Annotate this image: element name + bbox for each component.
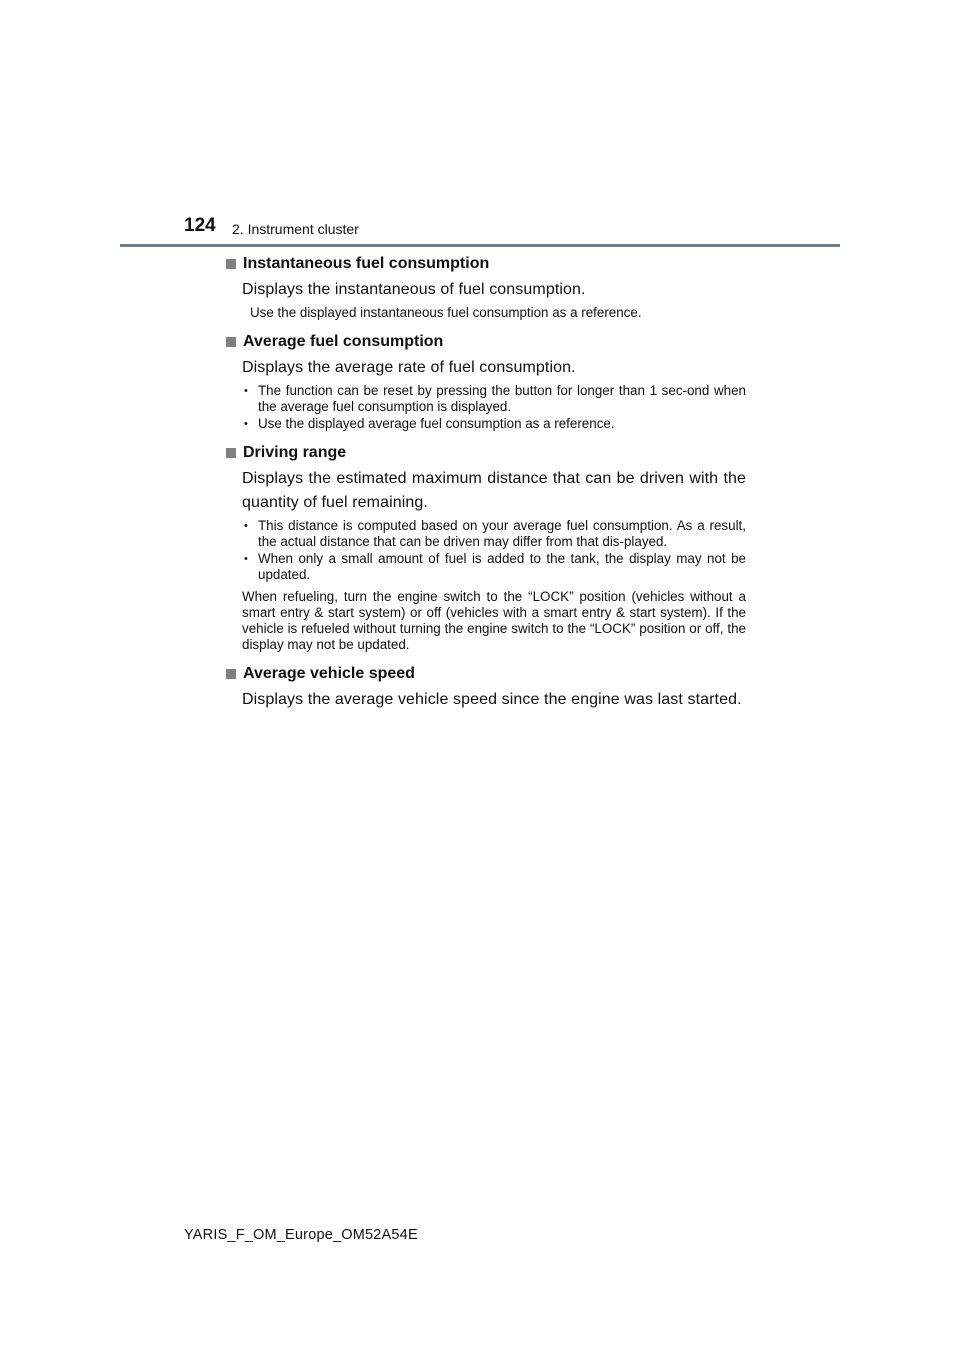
item-description: Displays the estimated maximum distance that can be driven with the quantity of fuel remaining. xyxy=(242,470,746,511)
list-item: • Use the displayed average fuel consumption as a reference. xyxy=(242,416,746,432)
bullet-list xyxy=(242,518,746,583)
item-heading xyxy=(224,253,746,275)
section-title: 2. Instrument cluster xyxy=(232,221,359,237)
item-heading-text: Average vehicle speed xyxy=(243,665,415,682)
item-description: Displays the average vehicle speed since the engine was last started. xyxy=(242,691,742,708)
item-description: Displays the average rate of fuel consumption. xyxy=(242,359,576,376)
item-instantaneous-fuel-consumption xyxy=(224,253,746,321)
square-bullet-icon xyxy=(226,259,236,269)
item-description: Displays the instantaneous of fuel consumption. xyxy=(242,281,586,298)
square-bullet-icon xyxy=(226,669,236,679)
list-item: • This distance is computed based on your average fuel consumption. As a result, the actual distance that can be driven may differ from that dis-played. xyxy=(242,518,746,550)
item-heading-text: Average fuel consumption xyxy=(243,333,444,350)
item-heading-text: Driving range xyxy=(243,444,347,461)
document-id: YARIS_F_OM_Europe_OM52A54E xyxy=(184,1227,418,1243)
item-paragraph: When refueling, turn the engine switch to the “LOCK” position (vehicles without a smart entry & start system) or off (vehicles with a smart entry & start system). If the vehicle is refueled without turning the engine switch to the “LOCK” position or off, the display may not be updated. xyxy=(242,589,746,652)
item-heading xyxy=(224,442,746,464)
item-average-fuel-consumption xyxy=(224,331,746,432)
square-bullet-icon xyxy=(226,337,236,347)
list-item: • When only a small amount of fuel is added to the tank, the display may not be updated. xyxy=(242,551,746,583)
item-note: Use the displayed instantaneous fuel consumption as a reference. xyxy=(250,305,642,320)
item-heading xyxy=(224,331,746,353)
bullet-list xyxy=(242,383,746,432)
square-bullet-icon xyxy=(226,448,236,458)
list-item: • The function can be reset by pressing the button for longer than 1 sec-ond when the average fuel consumption is displayed. xyxy=(242,383,746,415)
page-content xyxy=(224,253,746,715)
item-heading xyxy=(224,663,746,685)
page-number: 124 xyxy=(184,215,216,236)
item-heading-text: Instantaneous fuel consumption xyxy=(243,255,490,272)
item-average-vehicle-speed xyxy=(224,663,746,712)
header-divider xyxy=(120,244,840,247)
item-driving-range xyxy=(224,442,746,653)
